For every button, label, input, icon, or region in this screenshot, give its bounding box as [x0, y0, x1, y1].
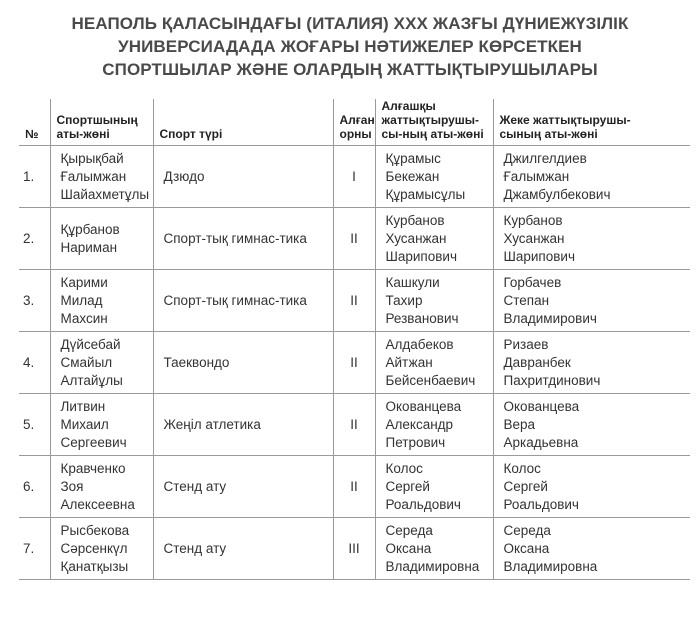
place: II	[333, 394, 375, 456]
document-title	[0, 0, 700, 81]
place: II	[333, 332, 375, 394]
first-coach: Алдабеков Айтжан Бейсенбаевич	[375, 332, 493, 394]
first-coach: Середа Оксана Владимировна	[375, 518, 493, 580]
row-num: 6.	[19, 456, 50, 518]
table-row	[19, 270, 690, 332]
title-line-2: УНИВЕРСИАДАДА ЖОҒАРЫ НӘТИЖЕЛЕР КӨРСЕТКЕН	[118, 37, 582, 56]
table-header-row	[19, 99, 690, 146]
header-personal-coach: Жеке жаттықтырушы- сының аты-жөні	[493, 99, 690, 146]
personal-coach: Горбачев Степан Владимирович	[493, 270, 690, 332]
place: II	[333, 456, 375, 518]
header-sport: Спорт түрі	[153, 99, 333, 146]
header-num: №	[19, 99, 50, 146]
first-coach: Курбанов Хусанжан Шарипович	[375, 208, 493, 270]
title-line-1: НЕАПОЛЬ ҚАЛАСЫНДАҒЫ (ИТАЛИЯ) XXX ЖАЗҒЫ ДҮНИЕЖҮЗІЛІК	[71, 14, 629, 33]
athlete-name: Дүйсебай Смайыл Алтайұлы	[50, 332, 153, 394]
results-table	[19, 99, 690, 580]
table-row	[19, 456, 690, 518]
personal-coach: Джилгелдиев Ғалымжан Джамбулбекович	[493, 146, 690, 208]
row-num: 4.	[19, 332, 50, 394]
title-line-3: СПОРТШЫЛАР ЖӘНЕ ОЛАРДЫҢ ЖАТТЫҚТЫРУШЫЛАРЫ	[102, 60, 598, 79]
sport-type: Спорт-тық гимнас-тика	[153, 270, 333, 332]
place: I	[333, 146, 375, 208]
row-num: 2.	[19, 208, 50, 270]
sport-type: Дзюдо	[153, 146, 333, 208]
table-row	[19, 518, 690, 580]
table-row	[19, 208, 690, 270]
first-coach: Окованцева Александр Петрович	[375, 394, 493, 456]
sport-type: Жеңіл атлетика	[153, 394, 333, 456]
row-num: 1.	[19, 146, 50, 208]
place: III	[333, 518, 375, 580]
place: II	[333, 270, 375, 332]
athlete-name: Литвин Михаил Сергеевич	[50, 394, 153, 456]
athlete-name: Карими Милад Махсин	[50, 270, 153, 332]
athlete-name: Құрбанов Нариман	[50, 208, 153, 270]
athlete-name: Кравченко Зоя Алексеевна	[50, 456, 153, 518]
personal-coach: Курбанов Хусанжан Шарипович	[493, 208, 690, 270]
header-place: Алған орны	[333, 99, 375, 146]
table-row	[19, 394, 690, 456]
athlete-name: Рысбекова Сәрсенкүл Қанатқызы	[50, 518, 153, 580]
first-coach: Кашкули Тахир Резванович	[375, 270, 493, 332]
sport-type: Таеквондо	[153, 332, 333, 394]
first-coach: Құрамыс Бекежан Құрамысұлы	[375, 146, 493, 208]
personal-coach: Ризаев Давранбек Пахритдинович	[493, 332, 690, 394]
row-num: 3.	[19, 270, 50, 332]
table-row	[19, 146, 690, 208]
row-num: 5.	[19, 394, 50, 456]
personal-coach: Окованцева Вера Аркадьевна	[493, 394, 690, 456]
athlete-name: Қырықбай Ғалымжан Шайахметұлы	[50, 146, 153, 208]
sport-type: Стенд ату	[153, 518, 333, 580]
header-athlete: Спортшының аты-жөні	[50, 99, 153, 146]
first-coach: Колос Сергей Роальдович	[375, 456, 493, 518]
place: II	[333, 208, 375, 270]
personal-coach: Колос Сергей Роальдович	[493, 456, 690, 518]
table-row	[19, 332, 690, 394]
header-first-coach: Алғашқы жаттықтырушы- сы-ның аты-жөні	[375, 99, 493, 146]
personal-coach: Середа Оксана Владимировна	[493, 518, 690, 580]
sport-type: Стенд ату	[153, 456, 333, 518]
row-num: 7.	[19, 518, 50, 580]
sport-type: Спорт-тық гимнас-тика	[153, 208, 333, 270]
